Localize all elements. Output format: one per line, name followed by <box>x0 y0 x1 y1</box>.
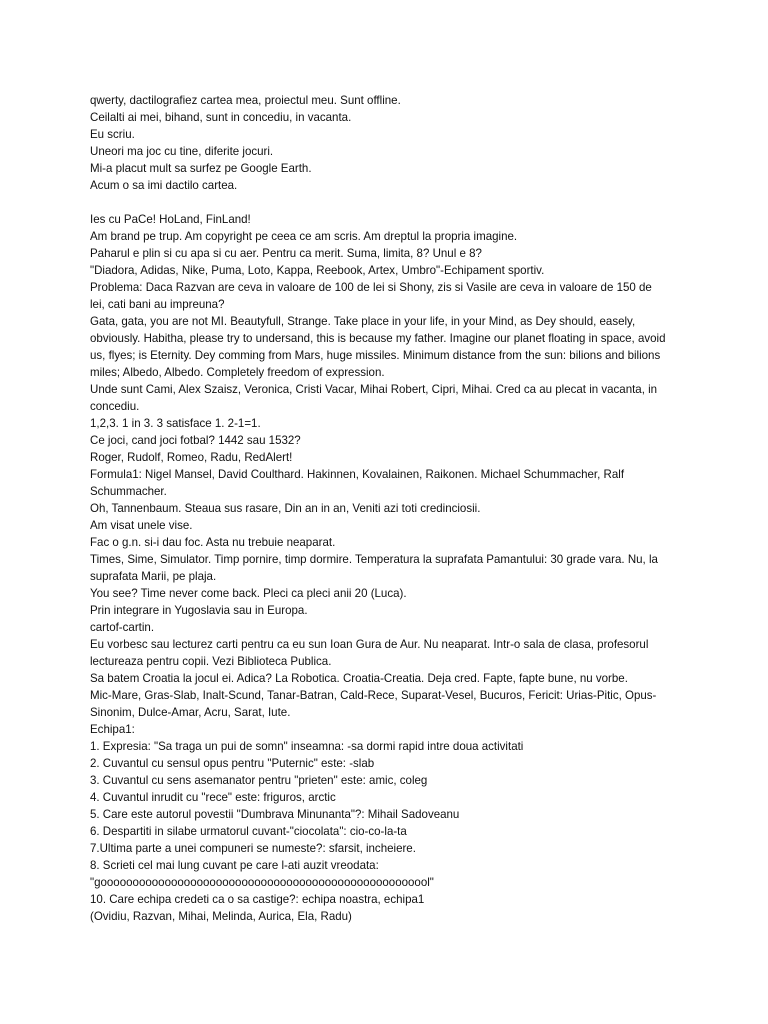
text-line: qwerty, dactilografiez cartea mea, proiectul meu. Sunt offline. <box>90 93 401 107</box>
list-item: "goooooooooooooooooooooooooooooooooooooooooooooooooool" <box>90 875 434 889</box>
text-line: Times, Sime, Simulator. Timp pornire, timp dormire. Temperatura la suprafata Pamantului: 30 grade vara. Nu, la suprafata Marii, pe plaja. <box>90 552 658 583</box>
text-line: You see? Time never come back. Pleci ca pleci anii 20 (Luca). <box>90 586 407 600</box>
list-item: 2. Cuvantul cu sensul opus pentru "Puternic" este: -slab <box>90 756 375 770</box>
document-page <box>90 92 666 925</box>
text-line: Ies cu PaCe! HoLand, FinLand! <box>90 212 251 226</box>
text-line: Mi-a placut mult sa surfez pe Google Earth. <box>90 161 312 175</box>
text-line: Ceilalti ai mei, bihand, sunt in concediu, in vacanta. <box>90 110 352 124</box>
text-line: Fac o g.n. si-i dau foc. Asta nu trebuie neaparat. <box>90 535 336 549</box>
blank-line <box>90 194 666 211</box>
text-line: Prin integrare in Yugoslavia sau in Europa. <box>90 603 308 617</box>
paragraph-intro <box>90 92 666 194</box>
text-line: Paharul e plin si cu apa si cu aer. Pentru ca merit. Suma, limita, 8? Unul e 8? <box>90 246 482 260</box>
list-item: 6. Despartiti in silabe urmatorul cuvant-"ciocolata": cio-co-la-ta <box>90 824 407 838</box>
text-line: Formula1: Nigel Mansel, David Coulthard. Hakinnen, Kovalainen, Raikonen. Michael Schummacher, Ralf Schummacher. <box>90 467 625 498</box>
text-line: Am brand pe trup. Am copyright pe ceea ce am scris. Am dreptul la propria imagine. <box>90 229 518 243</box>
text-line: Acum o sa imi dactilo cartea. <box>90 178 238 192</box>
text-line: Oh, Tannenbaum. Steaua sus rasare, Din an in an, Veniti azi toti credinciosii. <box>90 501 481 515</box>
text-line: 1,2,3. 1 in 3. 3 satisface 1. 2-1=1. <box>90 416 261 430</box>
text-line: Sa batem Croatia la jocul ei. Adica? La Robotica. Croatia-Creatia. Deja cred. Fapte, fapte bune, nu vorbe. <box>90 671 628 685</box>
list-item: 5. Care este autorul povestii "Dumbrava Minunanta"?: Mihail Sadoveanu <box>90 807 460 821</box>
text-line: Am visat unele vise. <box>90 518 193 532</box>
paragraph-main <box>90 211 666 925</box>
text-line: Eu vorbesc sau lecturez carti pentru ca eu sun Ioan Gura de Aur. Nu neaparat. Intr-o sala de clasa, profesorul lectureaza pentru copii. Vezi Biblioteca Publica. <box>90 637 649 668</box>
section-heading: Echipa1: <box>90 722 135 736</box>
list-item: 3. Cuvantul cu sens asemanator pentru "prieten" este: amic, coleg <box>90 773 428 787</box>
list-item: 10. Care echipa credeti ca o sa castige?: echipa noastra, echipa1 <box>90 892 425 906</box>
text-line: Eu scriu. <box>90 127 135 141</box>
team-members: (Ovidiu, Razvan, Mihai, Melinda, Aurica, Ela, Radu) <box>90 909 352 923</box>
text-line: Unde sunt Cami, Alex Szaisz, Veronica, Cristi Vacar, Mihai Robert, Cipri, Mihai. Cred ca au plecat in vacanta, in concediu. <box>90 382 658 413</box>
list-item: 1. Expresia: "Sa traga un pui de somn" inseamna: -sa dormi rapid intre doua activitati <box>90 739 524 753</box>
text-line: Uneori ma joc cu tine, diferite jocuri. <box>90 144 274 158</box>
list-item: 7.Ultima parte a unei compuneri se numeste?: sfarsit, incheiere. <box>90 841 416 855</box>
list-item: 8. Scrieti cel mai lung cuvant pe care l-ati auzit vreodata: <box>90 858 379 872</box>
text-line: cartof-cartin. <box>90 620 155 634</box>
text-line: Gata, gata, you are not MI. Beautyfull, Strange. Take place in your life, in your Mind, as Dey should, easely, obviously. Habitha, please try to undersand, this is because my father. Imagine our planet floating in space, avoid us, flyes; is Eternity. Dey comming from Mars, huge missiles. Minimum distance from the sun: bilions and bilions miles; Albedo, Albedo. Completely freedom of expression. <box>90 314 666 379</box>
text-line: Problema: Daca Razvan are ceva in valoare de 100 de lei si Shony, zis si Vasile are ceva in valoare de 150 de lei, cati bani au impreuna? <box>90 280 652 311</box>
text-line: Ce joci, cand joci fotbal? 1442 sau 1532? <box>90 433 301 447</box>
text-line: Mic-Mare, Gras-Slab, Inalt-Scund, Tanar-Batran, Cald-Rece, Suparat-Vesel, Bucuros, Fericit: Urias-Pitic, Opus-Sinonim, Dulce-Amar, Acru, Sarat, Iute. <box>90 688 657 719</box>
list-item: 4. Cuvantul inrudit cu "rece" este: friguros, arctic <box>90 790 336 804</box>
text-line: Roger, Rudolf, Romeo, Radu, RedAlert! <box>90 450 293 464</box>
text-line: "Diadora, Adidas, Nike, Puma, Loto, Kappa, Reebook, Artex, Umbro"-Echipament sportiv. <box>90 263 545 277</box>
